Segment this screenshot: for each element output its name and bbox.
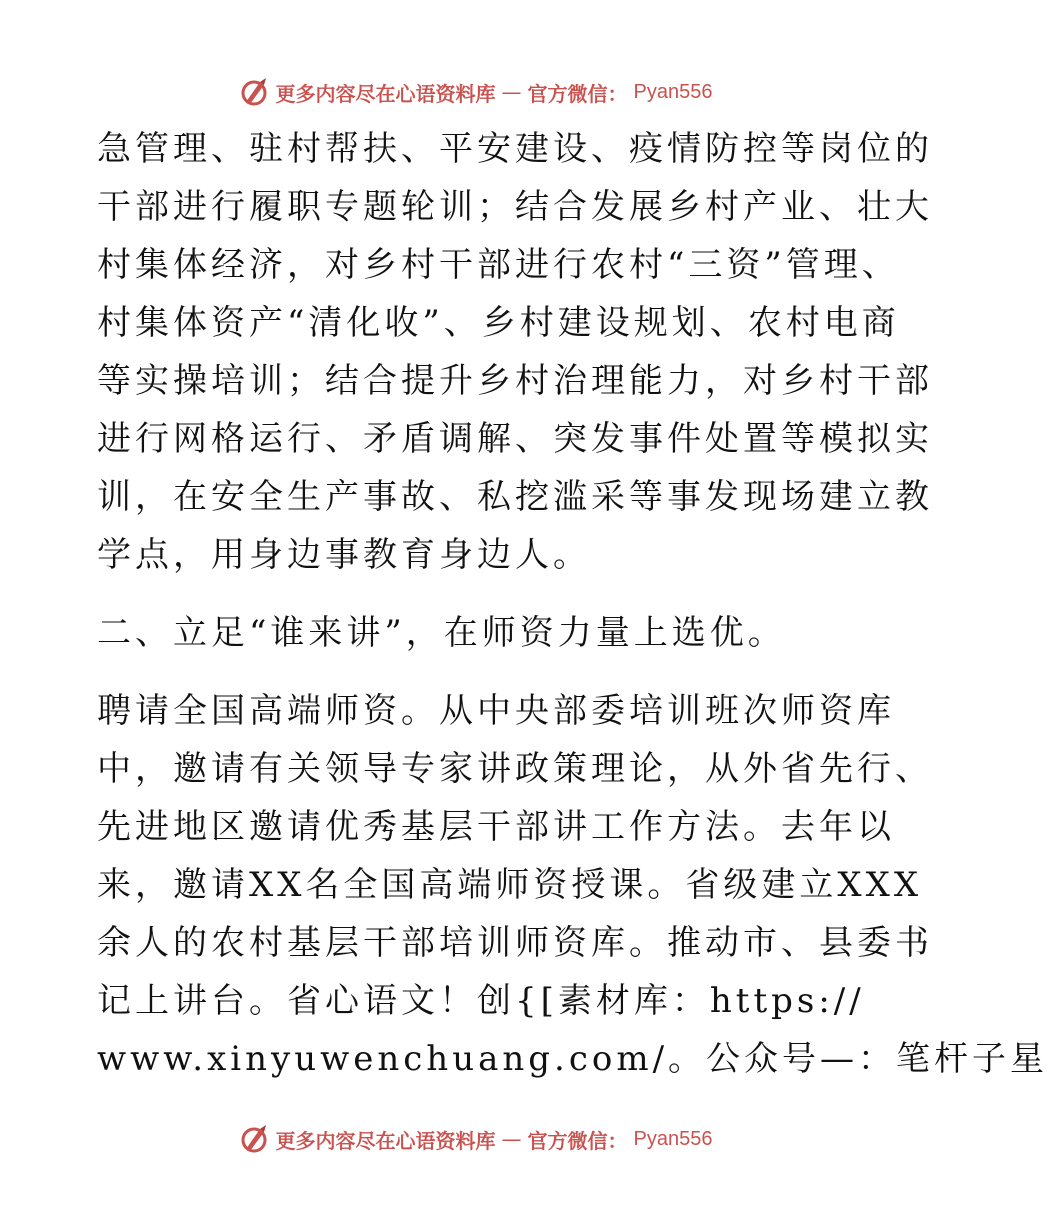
quill-pen-logo-icon [238,76,270,108]
text-line: 记上讲台。省心语文！创{[素材库：https:// [97,981,865,1021]
watermark-brand: 更多内容尽在心语资料库 [275,81,496,106]
paragraph-1 [97,120,933,584]
text-line: 村集体资产“清化收”、乡村建设规划、农村电商 [97,303,900,343]
watermark-brand: 更多内容尽在心语资料库 [275,1128,496,1153]
text-line: 余人的农村基层干部培训师资库。推动市、县委书 [97,923,933,963]
text-line: 等实操培训；结合提升乡村治理能力，对乡村干部 [97,361,933,401]
text-line: 干部进行履职专题轮训；结合发展乡村产业、壮大 [97,187,933,227]
watermark-contact-id: Pyan556 [633,80,713,103]
watermark-dash: — [501,80,522,104]
watermark-contact-id: Pyan556 [633,1127,713,1150]
text-line: 村集体经济，对乡村干部进行农村“三资”管理、 [97,245,900,285]
text-line: 来，邀请XX名全国高端师资授课。省级建立XXX [97,865,923,905]
footer-watermark [0,1119,950,1159]
watermark-dash: — [501,1127,522,1151]
text-line: 聘请全国高端师资。从中央部委培训班次师资库 [97,691,895,731]
text-line: 进行网格运行、矛盾调解、突发事件处置等模拟实 [97,419,933,459]
text-line: www.xinyuwenchuang.com/。公众号—：笔杆子星 [97,1039,1048,1079]
section-heading: 二、立足“谁来讲”，在师资力量上选优。 [97,613,786,653]
document-body [97,120,1048,1088]
watermark-contact-label: 官方微信： [527,81,628,106]
text-line: 急管理、驻村帮扶、平安建设、疫情防控等岗位的 [97,129,933,169]
watermark-contact-label: 官方微信： [527,1128,628,1153]
text-line: 训，在安全生产事故、私挖滥采等事发现场建立教 [97,477,933,517]
paragraph-2 [97,682,1048,1088]
text-line: 先进地区邀请优秀基层干部讲工作方法。去年以 [97,807,895,847]
text-line: 中，邀请有关领导专家讲政策理论，从外省先行、 [97,749,933,789]
quill-pen-logo-icon [238,1123,270,1155]
header-watermark [0,72,950,112]
text-line: 学点，用身边事教育身边人。 [97,535,591,575]
